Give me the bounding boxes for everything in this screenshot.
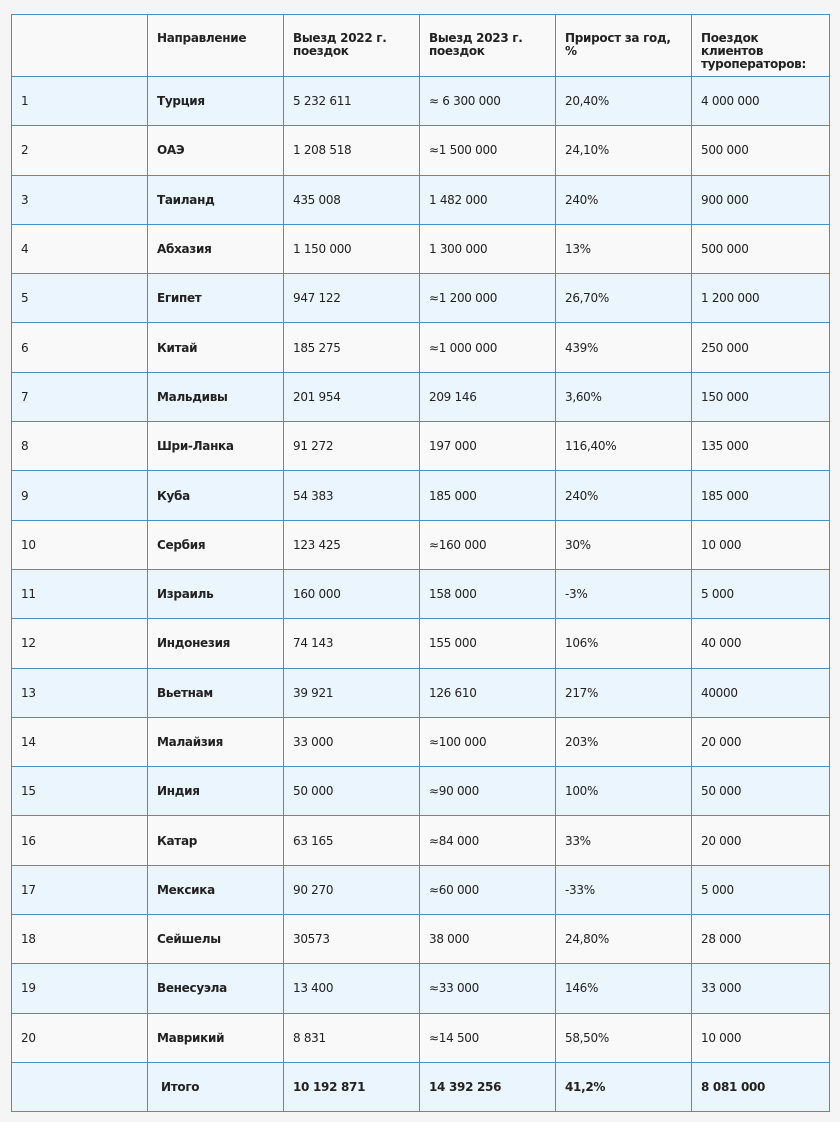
destination-cell: Сербия (148, 520, 284, 569)
trips-2022-cell: 90 270 (284, 865, 420, 914)
trips-2022-cell: 33 000 (284, 717, 420, 766)
table-row (12, 915, 830, 964)
row-index-cell: 7 (12, 372, 148, 421)
growth-percent-cell: 20,40% (556, 77, 692, 126)
trips-2022-cell: 160 000 (284, 569, 420, 618)
growth-percent-cell: 146% (556, 964, 692, 1013)
destination-cell: Вьетнам (148, 668, 284, 717)
trips-2023-cell: ≈1 000 000 (420, 323, 556, 372)
trips-2022-cell: 54 383 (284, 471, 420, 520)
row-index-cell: 20 (12, 1013, 148, 1062)
trips-2022-cell: 1 150 000 (284, 224, 420, 273)
tour-operator-trips-cell: 900 000 (692, 175, 830, 224)
destination-cell: Индонезия (148, 619, 284, 668)
row-index-cell: 14 (12, 717, 148, 766)
destination-cell: ОАЭ (148, 126, 284, 175)
table-row (12, 224, 830, 273)
trips-2022-cell: 91 272 (284, 422, 420, 471)
row-index-cell: 1 (12, 77, 148, 126)
table-row (12, 964, 830, 1013)
table-row (12, 668, 830, 717)
tour-operator-trips-cell: 135 000 (692, 422, 830, 471)
row-index-cell: 16 (12, 816, 148, 865)
table-row (12, 274, 830, 323)
trips-2022-cell: 1 208 518 (284, 126, 420, 175)
table-row (12, 767, 830, 816)
trips-2022-cell: 201 954 (284, 372, 420, 421)
destination-cell: Малайзия (148, 717, 284, 766)
destination-cell: Египет (148, 274, 284, 323)
table-row (12, 816, 830, 865)
trips-2022-cell: 185 275 (284, 323, 420, 372)
trips-2022-cell: 50 000 (284, 767, 420, 816)
trips-2022-cell: 123 425 (284, 520, 420, 569)
growth-percent-cell: 33% (556, 816, 692, 865)
tourism-table-container (11, 14, 829, 1112)
trips-2022-cell: 74 143 (284, 619, 420, 668)
tour-operator-trips-cell: 33 000 (692, 964, 830, 1013)
tour-operator-trips-cell: 28 000 (692, 915, 830, 964)
growth-percent-cell: 24,10% (556, 126, 692, 175)
trips-2023-cell: 126 610 (420, 668, 556, 717)
growth-percent-cell: 240% (556, 471, 692, 520)
trips-2023-cell: 1 300 000 (420, 224, 556, 273)
growth-percent-cell: -33% (556, 865, 692, 914)
table-row (12, 569, 830, 618)
total-tour-operator-trips-cell: 8 081 000 (692, 1062, 830, 1111)
total-row-index-cell (12, 1062, 148, 1111)
tour-operator-trips-cell: 500 000 (692, 126, 830, 175)
growth-percent-cell: 3,60% (556, 372, 692, 421)
row-index-cell: 6 (12, 323, 148, 372)
destination-cell: Маврикий (148, 1013, 284, 1062)
tour-operator-trips-cell: 10 000 (692, 1013, 830, 1062)
header-tour-operator-trips: Поездок клиентов туроператоров: (692, 15, 830, 77)
row-index-cell: 15 (12, 767, 148, 816)
row-index-cell: 2 (12, 126, 148, 175)
trips-2023-cell: 158 000 (420, 569, 556, 618)
growth-percent-cell: 240% (556, 175, 692, 224)
trips-2023-cell: ≈60 000 (420, 865, 556, 914)
table-row (12, 717, 830, 766)
trips-2023-cell: ≈ 6 300 000 (420, 77, 556, 126)
trips-2023-cell: ≈100 000 (420, 717, 556, 766)
trips-2023-cell: 1 482 000 (420, 175, 556, 224)
tour-operator-trips-cell: 5 000 (692, 865, 830, 914)
trips-2023-cell: ≈90 000 (420, 767, 556, 816)
header-trips-2023: Выезд 2023 г. поездок (420, 15, 556, 77)
trips-2022-cell: 63 165 (284, 816, 420, 865)
tour-operator-trips-cell: 150 000 (692, 372, 830, 421)
row-index-cell: 13 (12, 668, 148, 717)
header-index (12, 15, 148, 77)
table-row (12, 77, 830, 126)
table-row (12, 126, 830, 175)
trips-2023-cell: ≈14 500 (420, 1013, 556, 1062)
destination-cell: Турция (148, 77, 284, 126)
total-row (12, 1062, 830, 1111)
total-trips-2023-cell: 14 392 256 (420, 1062, 556, 1111)
growth-percent-cell: 106% (556, 619, 692, 668)
table-row (12, 520, 830, 569)
growth-percent-cell: -3% (556, 569, 692, 618)
table-row (12, 471, 830, 520)
row-index-cell: 11 (12, 569, 148, 618)
trips-2023-cell: ≈33 000 (420, 964, 556, 1013)
tourism-table (11, 14, 830, 1112)
tour-operator-trips-cell: 250 000 (692, 323, 830, 372)
destination-cell: Мексика (148, 865, 284, 914)
header-growth: Прирост за год, % (556, 15, 692, 77)
table-row (12, 323, 830, 372)
destination-cell: Таиланд (148, 175, 284, 224)
row-index-cell: 18 (12, 915, 148, 964)
trips-2023-cell: ≈160 000 (420, 520, 556, 569)
table-body (12, 77, 830, 1112)
row-index-cell: 9 (12, 471, 148, 520)
row-index-cell: 12 (12, 619, 148, 668)
trips-2022-cell: 13 400 (284, 964, 420, 1013)
trips-2023-cell: 209 146 (420, 372, 556, 421)
row-index-cell: 17 (12, 865, 148, 914)
trips-2023-cell: ≈1 200 000 (420, 274, 556, 323)
growth-percent-cell: 203% (556, 717, 692, 766)
trips-2022-cell: 30573 (284, 915, 420, 964)
row-index-cell: 3 (12, 175, 148, 224)
tour-operator-trips-cell: 10 000 (692, 520, 830, 569)
growth-percent-cell: 24,80% (556, 915, 692, 964)
header-destination: Направление (148, 15, 284, 77)
trips-2023-cell: 155 000 (420, 619, 556, 668)
trips-2022-cell: 947 122 (284, 274, 420, 323)
growth-percent-cell: 30% (556, 520, 692, 569)
tour-operator-trips-cell: 40 000 (692, 619, 830, 668)
trips-2023-cell: ≈84 000 (420, 816, 556, 865)
trips-2023-cell: ≈1 500 000 (420, 126, 556, 175)
header-trips-2022: Выезд 2022 г. поездок (284, 15, 420, 77)
growth-percent-cell: 58,50% (556, 1013, 692, 1062)
destination-cell: Венесуэла (148, 964, 284, 1013)
trips-2022-cell: 8 831 (284, 1013, 420, 1062)
trips-2022-cell: 39 921 (284, 668, 420, 717)
destination-cell: Индия (148, 767, 284, 816)
destination-cell: Мальдивы (148, 372, 284, 421)
destination-cell: Катар (148, 816, 284, 865)
tour-operator-trips-cell: 500 000 (692, 224, 830, 273)
growth-percent-cell: 439% (556, 323, 692, 372)
row-index-cell: 5 (12, 274, 148, 323)
tour-operator-trips-cell: 5 000 (692, 569, 830, 618)
tour-operator-trips-cell: 50 000 (692, 767, 830, 816)
destination-cell: Абхазия (148, 224, 284, 273)
trips-2023-cell: 38 000 (420, 915, 556, 964)
growth-percent-cell: 116,40% (556, 422, 692, 471)
tour-operator-trips-cell: 4 000 000 (692, 77, 830, 126)
growth-percent-cell: 100% (556, 767, 692, 816)
trips-2023-cell: 197 000 (420, 422, 556, 471)
destination-cell: Китай (148, 323, 284, 372)
table-row (12, 865, 830, 914)
destination-cell: Куба (148, 471, 284, 520)
tour-operator-trips-cell: 1 200 000 (692, 274, 830, 323)
row-index-cell: 10 (12, 520, 148, 569)
tour-operator-trips-cell: 185 000 (692, 471, 830, 520)
row-index-cell: 8 (12, 422, 148, 471)
tour-operator-trips-cell: 20 000 (692, 717, 830, 766)
row-index-cell: 4 (12, 224, 148, 273)
table-row (12, 422, 830, 471)
total-destination-cell: Итого (148, 1062, 284, 1111)
row-index-cell: 19 (12, 964, 148, 1013)
table-row (12, 1013, 830, 1062)
destination-cell: Сейшелы (148, 915, 284, 964)
tour-operator-trips-cell: 20 000 (692, 816, 830, 865)
growth-percent-cell: 13% (556, 224, 692, 273)
destination-cell: Израиль (148, 569, 284, 618)
total-trips-2022-cell: 10 192 871 (284, 1062, 420, 1111)
trips-2022-cell: 435 008 (284, 175, 420, 224)
table-row (12, 619, 830, 668)
table-row (12, 175, 830, 224)
growth-percent-cell: 217% (556, 668, 692, 717)
trips-2022-cell: 5 232 611 (284, 77, 420, 126)
header-row (12, 15, 830, 77)
total-growth-percent-cell: 41,2% (556, 1062, 692, 1111)
tour-operator-trips-cell: 40000 (692, 668, 830, 717)
destination-cell: Шри-Ланка (148, 422, 284, 471)
growth-percent-cell: 26,70% (556, 274, 692, 323)
table-row (12, 372, 830, 421)
trips-2023-cell: 185 000 (420, 471, 556, 520)
